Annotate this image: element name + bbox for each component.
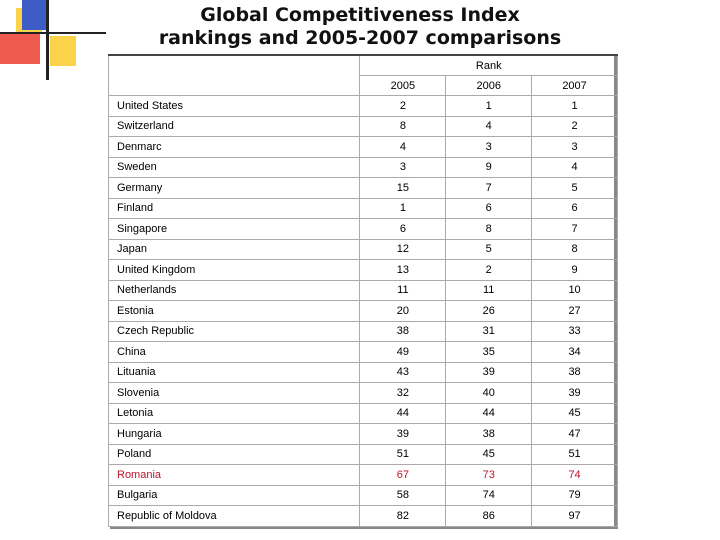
- rank-2006-cell: 1: [446, 96, 532, 117]
- page-title: [140, 4, 580, 50]
- header-year-2005: 2005: [360, 76, 446, 96]
- country-cell: United Kingdom: [109, 260, 360, 281]
- table-row: [109, 383, 618, 404]
- table-row: [109, 96, 618, 117]
- table-row: [109, 280, 618, 301]
- rank-2006-cell: 31: [446, 321, 532, 342]
- rank-2005-cell: 58: [360, 485, 446, 506]
- country-cell: Bulgaria: [109, 485, 360, 506]
- table-row: [109, 137, 618, 158]
- table-row: [109, 424, 618, 445]
- rank-2006-cell: 74: [446, 485, 532, 506]
- country-cell: Denmarc: [109, 137, 360, 158]
- rank-2005-cell: 1: [360, 198, 446, 219]
- country-cell: Japan: [109, 239, 360, 260]
- rank-2005-cell: 32: [360, 383, 446, 404]
- country-cell: Hungaria: [109, 424, 360, 445]
- rank-2006-cell: 38: [446, 424, 532, 445]
- rank-2005-cell: 8: [360, 116, 446, 137]
- table-row: [109, 239, 618, 260]
- decor-red-square: [0, 34, 40, 64]
- table-row: [109, 403, 618, 424]
- rank-2005-cell: 15: [360, 178, 446, 199]
- rank-2005-cell: 20: [360, 301, 446, 322]
- rank-2006-cell: 86: [446, 506, 532, 527]
- rank-2005-cell: 39: [360, 424, 446, 445]
- country-cell: Slovenia: [109, 383, 360, 404]
- rank-2007-cell: 7: [532, 219, 618, 240]
- country-cell: Switzerland: [109, 116, 360, 137]
- table-row: [109, 362, 618, 383]
- rank-2007-cell: 2: [532, 116, 618, 137]
- rank-2005-cell: 38: [360, 321, 446, 342]
- rank-2006-cell: 39: [446, 362, 532, 383]
- table-row: [109, 465, 618, 486]
- rank-2006-cell: 11: [446, 280, 532, 301]
- rank-2007-cell: 34: [532, 342, 618, 363]
- table-row: [109, 178, 618, 199]
- country-cell: Romania: [109, 465, 360, 486]
- decor-blue-square: [22, 0, 48, 30]
- rank-2005-cell: 12: [360, 239, 446, 260]
- table-row: [109, 116, 618, 137]
- rank-2007-cell: 47: [532, 424, 618, 445]
- rank-2006-cell: 73: [446, 465, 532, 486]
- country-cell: Estonia: [109, 301, 360, 322]
- rank-2007-cell: 97: [532, 506, 618, 527]
- header-country-cell: [109, 55, 360, 96]
- country-cell: Germany: [109, 178, 360, 199]
- rank-2007-cell: 39: [532, 383, 618, 404]
- rank-2006-cell: 44: [446, 403, 532, 424]
- rank-2005-cell: 43: [360, 362, 446, 383]
- header-year-2007: 2007: [532, 76, 618, 96]
- decor-vertical-line: [46, 0, 49, 80]
- country-cell: Netherlands: [109, 280, 360, 301]
- rank-2005-cell: 11: [360, 280, 446, 301]
- country-cell: Letonia: [109, 403, 360, 424]
- rank-2005-cell: 44: [360, 403, 446, 424]
- rank-2006-cell: 7: [446, 178, 532, 199]
- table-row: [109, 219, 618, 240]
- country-cell: Finland: [109, 198, 360, 219]
- rank-2005-cell: 6: [360, 219, 446, 240]
- rank-2006-cell: 35: [446, 342, 532, 363]
- rank-2007-cell: 8: [532, 239, 618, 260]
- country-cell: China: [109, 342, 360, 363]
- rank-2007-cell: 6: [532, 198, 618, 219]
- rank-2006-cell: 5: [446, 239, 532, 260]
- table-row: [109, 321, 618, 342]
- rank-2005-cell: 51: [360, 444, 446, 465]
- rank-2007-cell: 45: [532, 403, 618, 424]
- header-rank: Rank: [360, 55, 618, 76]
- title-line-2: rankings and 2005-2007 comparisons: [158, 27, 562, 49]
- rank-2005-cell: 49: [360, 342, 446, 363]
- header-year-2006: 2006: [446, 76, 532, 96]
- rank-2007-cell: 5: [532, 178, 618, 199]
- country-cell: Lituania: [109, 362, 360, 383]
- rank-2007-cell: 1: [532, 96, 618, 117]
- rank-2006-cell: 9: [446, 157, 532, 178]
- table-row: [109, 506, 618, 527]
- decor-horizontal-line: [0, 32, 106, 34]
- rank-2007-cell: 9: [532, 260, 618, 281]
- rank-2006-cell: 2: [446, 260, 532, 281]
- rank-2007-cell: 38: [532, 362, 618, 383]
- rank-2007-cell: 4: [532, 157, 618, 178]
- rank-2007-cell: 27: [532, 301, 618, 322]
- country-cell: Republic of Moldova: [109, 506, 360, 527]
- rank-2006-cell: 4: [446, 116, 532, 137]
- rank-2006-cell: 45: [446, 444, 532, 465]
- rank-2007-cell: 10: [532, 280, 618, 301]
- country-cell: Czech Republic: [109, 321, 360, 342]
- rank-2005-cell: 4: [360, 137, 446, 158]
- country-cell: United States: [109, 96, 360, 117]
- rankings-table: [108, 54, 618, 527]
- table-row: [109, 157, 618, 178]
- rank-2007-cell: 51: [532, 444, 618, 465]
- table-row: [109, 260, 618, 281]
- table-row: [109, 342, 618, 363]
- table-row: [109, 301, 618, 322]
- rank-2007-cell: 74: [532, 465, 618, 486]
- table-row: [109, 198, 618, 219]
- rank-2006-cell: 40: [446, 383, 532, 404]
- country-cell: Singapore: [109, 219, 360, 240]
- rank-2006-cell: 26: [446, 301, 532, 322]
- table-row: [109, 485, 618, 506]
- title-line-1: Global Competitiveness Index: [200, 4, 520, 26]
- header-row-group: [109, 55, 618, 76]
- rank-2005-cell: 3: [360, 157, 446, 178]
- rank-2005-cell: 67: [360, 465, 446, 486]
- rank-2005-cell: 13: [360, 260, 446, 281]
- rank-2006-cell: 8: [446, 219, 532, 240]
- rank-2007-cell: 33: [532, 321, 618, 342]
- rank-2005-cell: 82: [360, 506, 446, 527]
- rank-2006-cell: 6: [446, 198, 532, 219]
- rank-2007-cell: 3: [532, 137, 618, 158]
- rank-2007-cell: 79: [532, 485, 618, 506]
- rank-2005-cell: 2: [360, 96, 446, 117]
- table-row: [109, 444, 618, 465]
- rank-2006-cell: 3: [446, 137, 532, 158]
- country-cell: Poland: [109, 444, 360, 465]
- decor-yellow-square-2: [50, 36, 76, 66]
- country-cell: Sweden: [109, 157, 360, 178]
